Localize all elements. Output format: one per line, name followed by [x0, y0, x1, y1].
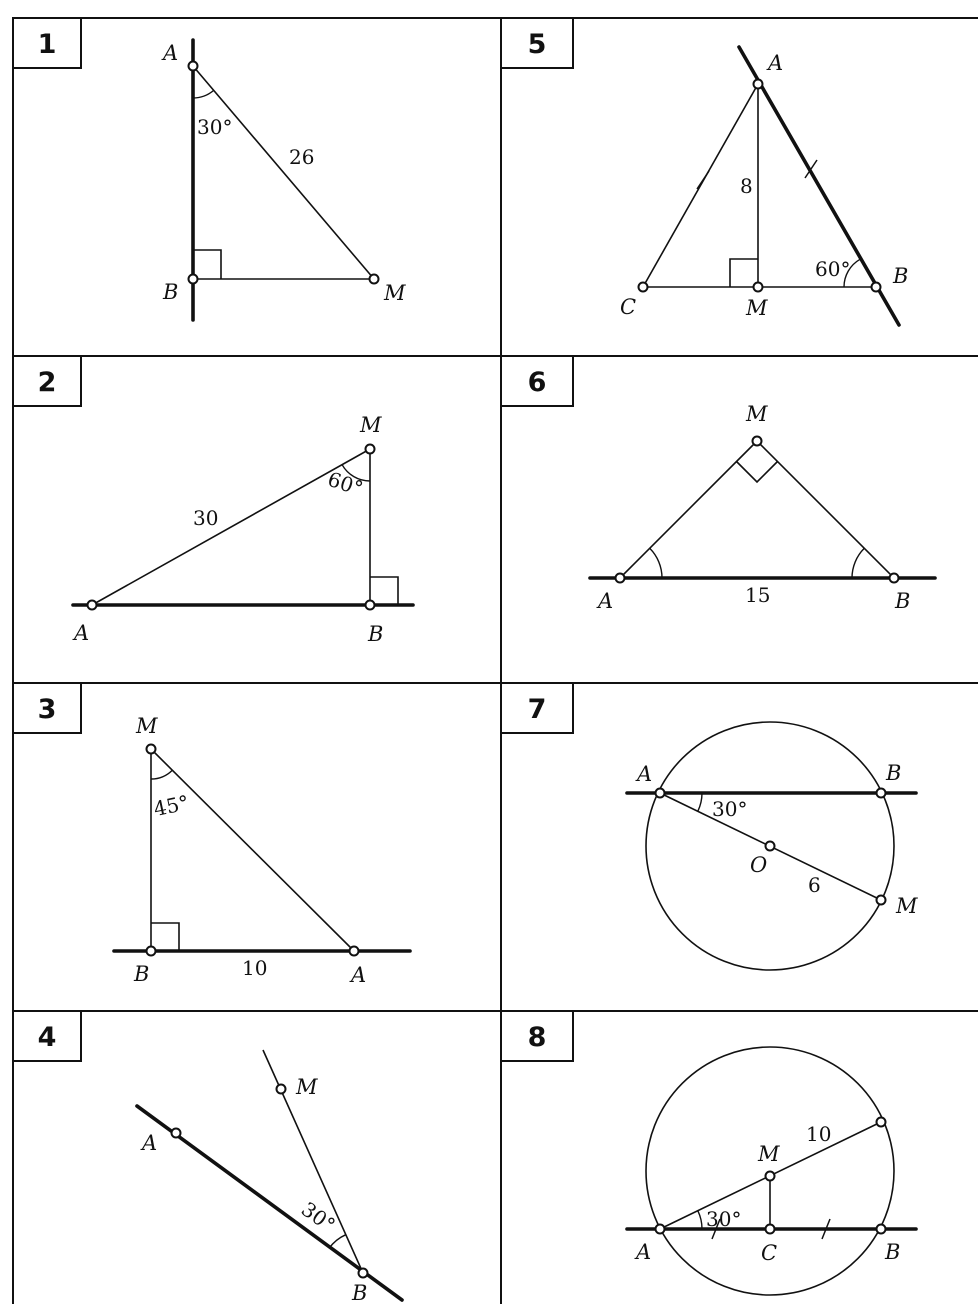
- problem-number: 8: [527, 1022, 547, 1053]
- label-c: C: [761, 1241, 778, 1265]
- length-label: 26: [289, 145, 315, 169]
- point-b: [877, 789, 886, 798]
- point-a: [350, 947, 359, 956]
- problem-6-figure: [590, 402, 935, 613]
- label-a: A: [636, 1240, 652, 1264]
- point-m: [366, 445, 375, 454]
- number-box-1: [13, 18, 81, 68]
- angle-label: 30°: [296, 1196, 340, 1238]
- point-m: [147, 745, 156, 754]
- point-b: [147, 947, 156, 956]
- length-label: 30: [193, 506, 219, 530]
- point-m: [277, 1085, 286, 1094]
- point-b: [359, 1269, 368, 1278]
- point-a: [172, 1129, 181, 1138]
- right-angle-mark: [730, 259, 758, 287]
- point-c: [766, 1225, 775, 1234]
- point-c: [639, 283, 648, 292]
- label-m: M: [384, 281, 406, 305]
- label-b: B: [893, 264, 909, 288]
- label-m: M: [758, 1142, 780, 1166]
- length-label: 15: [745, 583, 771, 607]
- angle-arc-b: [852, 548, 864, 578]
- angle-label: 30°: [706, 1207, 742, 1231]
- point-b: [366, 601, 375, 610]
- point-m: [753, 437, 762, 446]
- angle-arc: [698, 1211, 702, 1229]
- number-box-2: [13, 356, 81, 406]
- segment-am: [92, 449, 370, 605]
- number-box-3: [13, 683, 81, 733]
- problem-number: 7: [527, 694, 547, 725]
- angle-arc: [193, 90, 214, 98]
- point-m: [877, 896, 886, 905]
- angle-label: 30°: [197, 115, 233, 139]
- problem-8-figure: [627, 1047, 916, 1295]
- angle-label: 45°: [151, 790, 192, 822]
- problem-number: 2: [37, 367, 57, 398]
- label-b: B: [352, 1281, 368, 1304]
- point-a: [754, 80, 763, 89]
- point-m: [754, 283, 763, 292]
- number-box-4: [13, 1011, 81, 1061]
- point-m: [766, 1172, 775, 1181]
- problem-4-figure: [137, 1050, 402, 1304]
- length-label: 6: [808, 873, 821, 897]
- label-b: B: [134, 962, 150, 986]
- point-m: [370, 275, 379, 284]
- angle-label: 60°: [815, 257, 851, 281]
- problem-1-figure: [161, 40, 406, 320]
- segment-am: [193, 66, 374, 279]
- point-o: [766, 842, 775, 851]
- label-m: M: [896, 894, 918, 918]
- label-a: A: [74, 621, 90, 645]
- length-label: 10: [806, 1122, 832, 1146]
- label-b: B: [885, 1240, 901, 1264]
- label-c: C: [620, 295, 637, 319]
- label-a: A: [163, 41, 179, 65]
- number-box-8: [501, 1011, 573, 1061]
- label-o: O: [750, 853, 768, 877]
- problem-number: 5: [527, 29, 547, 60]
- angle-label: 30°: [712, 797, 748, 821]
- point-b: [872, 283, 881, 292]
- point-a: [88, 601, 97, 610]
- label-m: M: [746, 402, 768, 426]
- label-m: M: [136, 714, 158, 738]
- right-angle-mark: [193, 250, 221, 279]
- angle-label: 60°: [324, 466, 366, 501]
- point-b: [877, 1225, 886, 1234]
- label-b: B: [895, 589, 911, 613]
- point-a: [656, 789, 665, 798]
- problem-number: 3: [37, 694, 57, 725]
- problem-7-figure: [627, 722, 918, 970]
- problem-5-figure: [620, 47, 908, 325]
- angle-arc: [151, 770, 172, 779]
- problem-number: 4: [37, 1022, 57, 1053]
- length-label: 8: [740, 174, 753, 198]
- point-b: [189, 275, 198, 284]
- angle-arc: [329, 1235, 346, 1249]
- number-box-6: [501, 356, 573, 406]
- label-m: M: [360, 413, 382, 437]
- problem-3-figure: [114, 714, 410, 987]
- angle-arc-a: [650, 548, 662, 578]
- label-a: A: [637, 762, 653, 786]
- label-b: B: [368, 622, 384, 646]
- label-m: M: [296, 1075, 318, 1099]
- point-end: [877, 1118, 886, 1127]
- equal-tick-ac: [697, 171, 709, 189]
- point-a: [189, 62, 198, 71]
- label-a: A: [768, 51, 784, 75]
- length-label: 10: [242, 956, 268, 980]
- point-b: [890, 574, 899, 583]
- label-b: B: [163, 280, 179, 304]
- point-a: [656, 1225, 665, 1234]
- label-a: A: [142, 1131, 158, 1155]
- label-m: M: [746, 296, 768, 320]
- label-a: A: [351, 963, 367, 987]
- problem-2-figure: [72, 413, 413, 646]
- right-angle-mark: [151, 923, 179, 951]
- label-b: B: [886, 761, 902, 785]
- right-angle-mark: [370, 577, 398, 605]
- problem-number: 6: [527, 367, 547, 398]
- problem-number: 1: [37, 29, 57, 60]
- angle-arc: [698, 793, 702, 811]
- number-box-7: [501, 683, 573, 733]
- point-a: [616, 574, 625, 583]
- right-angle-mark: [737, 462, 778, 483]
- number-box-5: [501, 18, 573, 68]
- segment-ma: [151, 749, 354, 951]
- label-a: A: [598, 589, 614, 613]
